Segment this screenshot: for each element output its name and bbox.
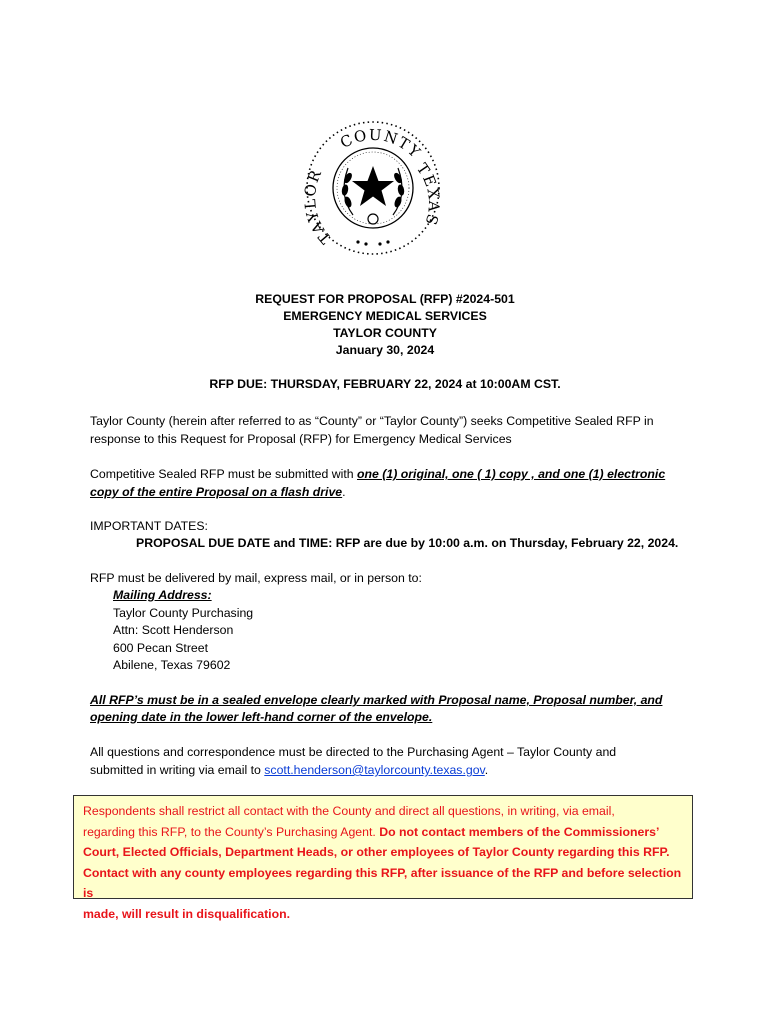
notice-line-3: Court, Elected Officials, Department Heads, or other employees of Taylor County regarding this RFP. <box>83 845 670 859</box>
seal-text-left: TAYLOR <box>300 166 335 248</box>
notice-bold-1: Do not contact members of the Commissioners’ <box>379 824 660 839</box>
notice-line-5: made, will result in disqualification. <box>83 906 291 921</box>
address-line-3: 600 Pecan Street <box>113 641 209 655</box>
seal-text-right: TEXAS <box>412 159 444 229</box>
rfp-title: REQUEST FOR PROPOSAL (RFP) #2024-501 <box>255 292 515 306</box>
notice-line-4: Contact with any county employees regarding this RFP, after issuance of the RFP and before selection is <box>83 865 682 900</box>
questions-line-1: All questions and correspondence must be directed to the Purchasing Agent – Taylor County and <box>90 745 617 759</box>
dates-detail: PROPOSAL DUE DATE and TIME: RFP are due by 10:00 a.m. on Thursday, February 22, 2024. <box>136 536 679 550</box>
star-icon <box>352 166 394 206</box>
delivery-intro: RFP must be delivered by mail, express mail, or in person to: <box>90 571 422 585</box>
county-seal <box>298 120 448 260</box>
notice-line-1: Respondents shall restrict all contact with the County and direct all questions, in writing, via email, <box>83 804 615 818</box>
address-line-2: Attn: Scott Henderson <box>113 623 234 637</box>
envelope-line-2: opening date in the lower left-hand corner of the envelope. <box>90 710 433 724</box>
contact-restriction-notice <box>73 795 693 921</box>
questions-line-2 <box>90 762 682 779</box>
seal-text-top: COUNTY <box>337 125 425 162</box>
submission-emphasis-1: one (1) original, one ( 1) copy , and one (1) electronic <box>357 467 666 481</box>
notice-line-2 <box>83 822 682 843</box>
submission-line-1 <box>90 466 682 483</box>
dates-label: IMPORTANT DATES: <box>90 519 208 533</box>
submission-suffix: . <box>342 485 346 499</box>
address-line-4: Abilene, Texas 79602 <box>113 658 231 672</box>
envelope-line-1: All RFP’s must be in a sealed envelope clearly marked with Proposal name, Proposal number, and <box>90 693 663 707</box>
submission-line-2 <box>90 484 682 501</box>
submission-prefix: Competitive Sealed RFP must be submitted with <box>90 467 358 481</box>
intro-line-1: Taylor County (herein after referred to as “County” or “Taylor County”) seeks Competitive Sealed RFP in <box>90 414 654 428</box>
submission-emphasis-2: copy of the entire Proposal on a flash drive <box>90 485 343 499</box>
address-line-1: Taylor County Purchasing <box>113 606 254 620</box>
rfp-county: TAYLOR COUNTY <box>333 326 437 340</box>
purchasing-email-link[interactable]: scott.henderson@taylorcounty.texas.gov <box>264 763 485 777</box>
mailing-label: Mailing Address: <box>113 588 212 602</box>
questions-suffix: . <box>484 763 489 777</box>
intro-line-2: response to this Request for Proposal (RFP) for Emergency Medical Services <box>90 432 512 446</box>
rfp-subject: EMERGENCY MEDICAL SERVICES <box>283 309 487 323</box>
questions-prefix: submitted in writing via email to <box>90 763 265 777</box>
seal-bottom-dots <box>356 240 389 245</box>
rfp-date: January 30, 2024 <box>335 343 435 357</box>
notice-normal-2: regarding this RFP, to the County’s Purchasing Agent. <box>83 824 380 839</box>
rfp-due: RFP DUE: THURSDAY, FEBRUARY 22, 2024 at 10:00AM CST. <box>209 377 561 391</box>
